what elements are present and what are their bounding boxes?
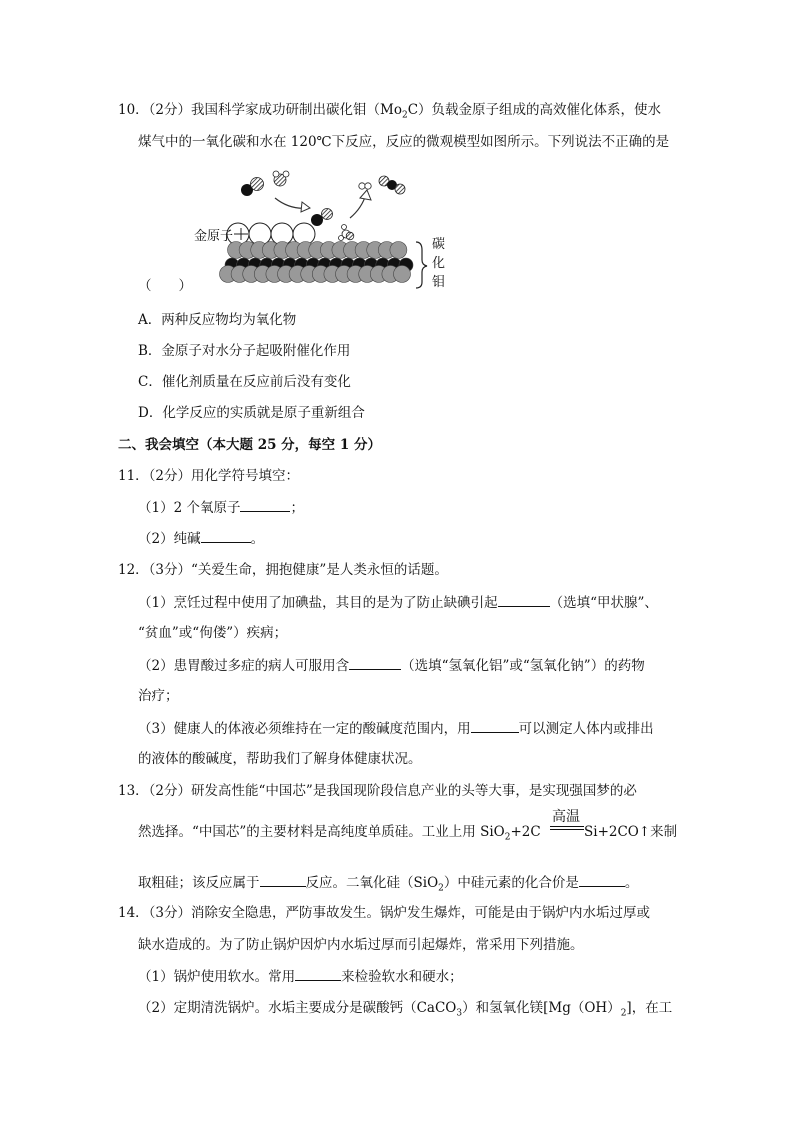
q12-part3-text: （3）健康人的体液必须维持在一定的酸碱度范围内，用 xyxy=(138,721,471,737)
q14-part2-end: ]，在工 xyxy=(626,1000,673,1016)
q14-line2: 缺水造成的。为了防止锅炉因炉内水垢过厚而引起爆炸，常采用下列措施。 xyxy=(138,937,584,953)
q10-line1 xyxy=(118,100,661,126)
q10-option-b: B．金原子对水分子起吸附催化作用 xyxy=(138,343,351,359)
q10-option-a: A．两种反应物均为氧化物 xyxy=(138,312,297,328)
q10-option-d: D．化学反应的实质就是原子重新组合 xyxy=(138,405,365,421)
q13-line2-product: Si+2CO↑来制 xyxy=(584,824,678,840)
q12-blank-1[interactable] xyxy=(498,592,550,607)
q10-paren: （ ） xyxy=(138,278,192,294)
q14-part1 xyxy=(138,966,463,987)
q13-line2-mid: +2C xyxy=(510,824,541,840)
support-label-3: 钼 xyxy=(432,275,446,290)
q12-blank-3[interactable] xyxy=(471,718,519,733)
q14-line1: 14．（3分）消除安全隐患，严防事故发生。锅炉发生爆炸，可能是由于锅炉内水垢过厚或 xyxy=(118,905,651,921)
q11-part1-text: （1）2 个氧原子 xyxy=(138,500,241,516)
q11-blank-2[interactable] xyxy=(201,528,251,543)
water-adsorbed xyxy=(339,225,354,241)
water-molecule-1 xyxy=(273,171,289,186)
q12-part1-end: （选填“甲状腺”、 xyxy=(549,595,658,611)
q11-stem: 11．（2分）用化学符号填空： xyxy=(118,468,300,484)
q12-part2-end: （选填“氢氧化铝”或“氢氧化钠”）的药物 xyxy=(401,658,645,674)
q12-part3 xyxy=(138,718,654,739)
support-label-1: 碳 xyxy=(432,237,446,252)
q11-blank-1[interactable] xyxy=(240,497,290,512)
q13-condition: 高温 xyxy=(552,809,580,825)
gold-atom-label: 金原子 xyxy=(194,229,234,244)
co2-molecule xyxy=(379,176,405,194)
support-atom xyxy=(394,266,411,283)
q13-line2-sub: 2 xyxy=(504,832,511,843)
reaction-model-figure xyxy=(190,168,460,298)
q14-part2-sub2: 2 xyxy=(620,1008,627,1019)
q12-part2-cont: 治疗； xyxy=(138,688,179,704)
q10-line2: 煤气中的一氧化碳和水在 120℃下反应，反应的微观模型如图所示。下列说法不正确的是 xyxy=(138,134,670,150)
q10-line1-text: 10．（2分）我国科学家成功研制出碳化钼（Mo xyxy=(118,102,402,118)
q13-line3-end: 。 xyxy=(624,875,639,891)
q10-line1-tail: C）负载金原子组成的高效催化体系，使水 xyxy=(407,102,662,118)
q11-part1 xyxy=(138,497,304,518)
q12-part1 xyxy=(138,592,658,613)
section-2-title: 二、我会填空（本大题 25 分，每空 1 分） xyxy=(118,437,381,453)
co-adsorbed xyxy=(311,209,333,227)
support-atom xyxy=(390,242,407,259)
mo2c-support xyxy=(220,242,414,283)
q14-part2-sub: 3 xyxy=(456,1008,463,1019)
q12-part3-end: 可以测定人体内或排出 xyxy=(518,721,654,737)
q11-part2-text: （2）纯碱 xyxy=(138,531,201,547)
q12-part1-cont: “贫血”或“佝偻”）疾病； xyxy=(138,625,288,641)
q12-stem: 12．（3分）“关爱生命，拥抱健康”是人类永恒的话题。 xyxy=(118,562,448,578)
q13-blank-1[interactable] xyxy=(260,872,306,887)
q12-part2 xyxy=(138,655,645,676)
q11-part1-end: ； xyxy=(290,500,304,516)
support-label-2: 化 xyxy=(432,256,446,271)
q10-option-c: C．催化剂质量在反应前后没有变化 xyxy=(138,374,351,390)
q13-line3-mid: 反应。二氧化硅（SiO xyxy=(305,875,439,891)
q11-part2 xyxy=(138,528,264,549)
q13-line2-text: 然选择。“中国芯”的主要材料是高纯度单质硅。工业上用 SiO xyxy=(138,824,505,840)
q12-part2-text: （2）患胃酸过多症的病人可服用含 xyxy=(138,658,350,674)
hydrogen-molecule xyxy=(359,183,371,189)
q14-blank-1[interactable] xyxy=(295,966,341,981)
q12-part1-text: （1）烹饪过程中使用了加碘盐，其目的是为了防止缺碘引起 xyxy=(138,595,498,611)
q13-line2 xyxy=(138,822,541,848)
q13-line1: 13．（2分）研发高性能“中国芯”是我国现阶段信息产业的头等大事，是实现强国梦的必 xyxy=(118,783,637,799)
q14-part2-mid: ）和氢氧化镁[Mg（OH） xyxy=(462,1000,621,1016)
co-molecule-1 xyxy=(241,178,264,197)
q13-line3-mid2: ）中硅元素的化合价是 xyxy=(443,875,579,891)
q13-line3-text: 取粗硅；该反应属于 xyxy=(138,875,260,891)
q14-part2-text: （2）定期清洗锅炉。水垢主要成分是碳酸钙（CaCO xyxy=(138,1000,457,1016)
q12-part3-cont: 的液体的酸碱度，帮助我们了解身体健康状况。 xyxy=(138,751,422,767)
q11-part2-end: 。 xyxy=(250,531,265,547)
brace-icon xyxy=(416,242,427,288)
q12-blank-2[interactable] xyxy=(349,655,401,670)
q10-line1-sub: 2 xyxy=(401,110,408,121)
q13-equals-bar xyxy=(550,826,584,830)
q14-part1-end: 来检验软水和硬水； xyxy=(341,969,463,985)
q14-part1-text: （1）锅炉使用软水。常用 xyxy=(138,969,296,985)
q14-part2 xyxy=(138,998,672,1024)
q13-blank-2[interactable] xyxy=(579,872,625,887)
q13-line3 xyxy=(138,872,638,899)
q13-line3-sub: 2 xyxy=(438,883,444,894)
